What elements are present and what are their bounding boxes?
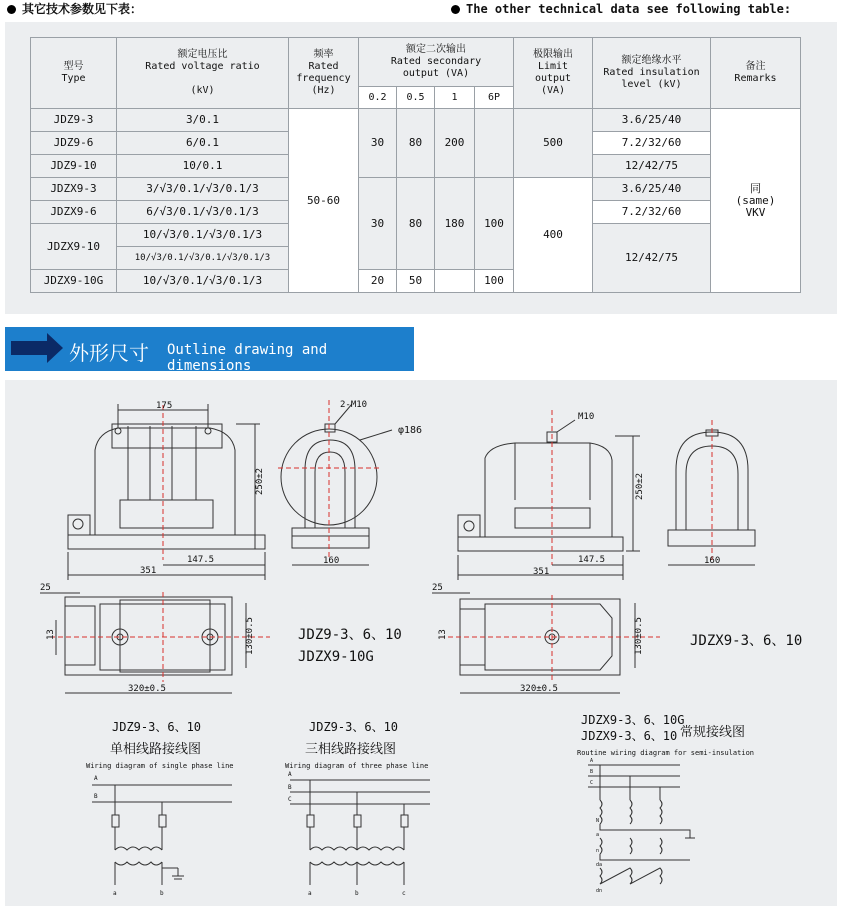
dim-147-right: 147.5 — [578, 555, 606, 565]
cell-type: JDZX9-10G — [31, 270, 117, 293]
th-type-cn: 型号 — [63, 61, 84, 72]
cell-limit: 400 — [514, 178, 593, 293]
cell-ratio: 10/0.1 — [117, 155, 289, 178]
header-cn-text: 其它技术参数见下表： — [22, 2, 143, 16]
w2-title-cn: 三相线路接线图 — [305, 742, 397, 757]
wiring-diagram-routine — [588, 765, 695, 884]
th-ins-cn: 额定绝缘水平 — [621, 55, 682, 66]
cell-ratio: 6/√3/0.1/√3/0.1/3 — [117, 201, 289, 224]
w3-model2: JDZX9-3、6、10 — [581, 729, 678, 743]
w1-label-A: A — [94, 775, 98, 782]
w1-title-cn: 单相线路接线图 — [110, 742, 202, 757]
cell-type: JDZ9-3 — [31, 109, 117, 132]
dim-13-left: 13 — [46, 629, 56, 640]
cell-type: JDZ9-10 — [31, 155, 117, 178]
wiring-diagram-single — [92, 785, 232, 885]
th-ins-en1: Rated insulation — [603, 67, 700, 78]
cell-out: 30 — [359, 109, 397, 178]
w2-label-A: A — [288, 771, 292, 778]
side-view-jdz9 — [278, 400, 392, 565]
th-out-en2: output (VA) — [402, 68, 470, 79]
cell-limit: 500 — [514, 109, 593, 178]
w1-label-B: B — [94, 793, 98, 800]
section-title-cn: 外形尺寸 — [69, 341, 149, 365]
th-ratio-en: Rated voltage ratio — [145, 61, 260, 72]
cell-type: JDZX9-6 — [31, 201, 117, 224]
w3-title-cn: 常规接线图 — [680, 725, 746, 740]
w3-label-A: A — [590, 758, 594, 764]
top-view-jdzx9 — [432, 593, 660, 693]
w2-label-a: a — [308, 890, 312, 897]
cell-type: JDZX9-3 — [31, 178, 117, 201]
dim-250-right: 250±2 — [635, 472, 645, 500]
cell-insulation: 7.2/32/60 — [593, 201, 711, 224]
cell-type: JDZX9-10 — [31, 224, 117, 270]
w2-label-B: B — [288, 784, 292, 791]
dim-25-left: 25 — [40, 583, 51, 593]
th-rem-cn: 备注 — [745, 61, 766, 72]
cell-out: 100 — [475, 178, 514, 270]
side-view-jdzx9 — [668, 420, 755, 565]
cell-insulation: 7.2/32/60 — [593, 132, 711, 155]
cell-frequency: 50-60 — [289, 109, 359, 293]
section-title-en: Outline drawing and dimensions — [167, 342, 328, 374]
th-class: 0.2 — [359, 87, 397, 109]
th-ins-en2: level (kV) — [621, 79, 682, 90]
cell-ratio: 3/√3/0.1/√3/0.1/3 — [117, 178, 289, 201]
th-limit-cn: 极限输出 — [533, 49, 573, 60]
cell-out: 200 — [435, 109, 475, 178]
dim-351-left: 351 — [140, 566, 157, 576]
dim-160-right: 160 — [704, 556, 721, 566]
dim-320-right: 320±0.5 — [520, 684, 558, 694]
w3-label-B: B — [590, 769, 594, 775]
w3-label-N: N — [596, 818, 600, 824]
model-label-a2: JDZX9-10G — [298, 649, 374, 665]
remark-code: VKV — [745, 205, 766, 219]
cell-out: 180 — [435, 178, 475, 270]
w3-title-en: Routine wiring diagram for semi-insulation — [577, 749, 755, 757]
th-freq-en1: Rated — [308, 61, 339, 72]
cell-out: 100 — [475, 270, 514, 293]
dim-320-left: 320±0.5 — [128, 684, 166, 694]
th-ratio-unit: (kV) — [190, 85, 215, 96]
th-limit-unit: (VA) — [540, 85, 566, 96]
dim-m10: M10 — [578, 412, 595, 422]
cell-ratio: 3/0.1 — [117, 109, 289, 132]
remark-en: (same) — [735, 193, 776, 207]
dim-25-right: 25 — [432, 583, 443, 593]
th-freq-en2: frequency — [296, 73, 351, 84]
dim-130-left: 130±0.5 — [245, 617, 255, 655]
wiring-diagram-three — [290, 780, 430, 885]
cell-out: 80 — [397, 109, 435, 178]
remark-cn: 同 — [750, 181, 761, 195]
th-ratio-cn: 额定电压比 — [177, 49, 228, 60]
cell-out: 80 — [397, 178, 435, 270]
cell-type: JDZ9-6 — [31, 132, 117, 155]
dim-160-left: 160 — [323, 556, 340, 566]
dim-175: 175 — [156, 401, 173, 411]
cell-ratio: 10/√3/0.1/√3/0.1/3 — [117, 270, 289, 293]
dim-147-left: 147.5 — [187, 555, 215, 565]
th-freq-cn: 频率 — [313, 49, 334, 60]
cell-ratio: 10/√3/0.1/√3/0.1/√3/0.1/3 — [117, 247, 289, 270]
th-out-cn: 额定二次输出 — [406, 44, 466, 55]
dim-130-right: 130±0.5 — [634, 617, 644, 655]
w3-label-dn: dn — [596, 888, 603, 894]
w2-label-b: b — [355, 890, 359, 897]
cell-ratio: 6/0.1 — [117, 132, 289, 155]
dim-13-right: 13 — [438, 629, 448, 640]
w2-title-en: Wiring diagram of three phase line — [285, 762, 429, 770]
th-limit-en2: output — [534, 73, 572, 84]
cell-ratio: 10/√3/0.1/√3/0.1/3 — [117, 224, 289, 247]
cell-insulation: 12/42/75 — [593, 224, 711, 293]
th-class: 1 — [435, 87, 475, 109]
w2-label-c: c — [402, 890, 406, 897]
th-rem-en: Remarks — [734, 73, 777, 84]
cell-out: 30 — [359, 178, 397, 270]
th-limit-en1: Limit — [537, 61, 569, 72]
cell-insulation: 12/42/75 — [593, 155, 711, 178]
w1-label-a: a — [113, 890, 117, 897]
dim-phi186: φ186 — [398, 425, 423, 436]
model-label-b: JDZX9-3、6、10 — [690, 633, 803, 649]
w2-label-C: C — [288, 796, 292, 803]
th-type-en: Type — [61, 73, 86, 84]
model-label-a1: JDZ9-3、6、10 — [298, 627, 402, 643]
w3-label-a: a — [596, 832, 600, 838]
top-view-jdz9 — [40, 592, 270, 693]
cell-insulation: 3.6/25/40 — [593, 178, 711, 201]
w3-label-da: da — [596, 862, 603, 868]
cell-out: 20 — [359, 270, 397, 293]
w3-label-n: n — [596, 848, 600, 854]
th-class: 6P — [475, 87, 514, 109]
th-freq-unit: (Hz) — [311, 85, 336, 96]
th-class: 0.5 — [397, 87, 435, 109]
cell-insulation: 3.6/25/40 — [593, 109, 711, 132]
front-view-jdz9 — [68, 404, 265, 580]
th-out-en1: Rated secondary — [390, 56, 482, 67]
dim-2m10: 2-M10 — [340, 400, 368, 410]
header-en-text: The other technical data see following table: — [466, 2, 792, 16]
w1-model: JDZ9-3、6、10 — [112, 720, 202, 734]
dim-250-left: 250±2 — [255, 467, 265, 495]
cell-out: 50 — [397, 270, 435, 293]
w3-label-C: C — [590, 780, 594, 786]
w1-title-en: Wiring diagram of single phase line — [86, 762, 234, 770]
dim-351-right: 351 — [533, 567, 550, 577]
w2-model: JDZ9-3、6、10 — [309, 720, 399, 734]
w3-model1: JDZX9-3、6、10G — [581, 713, 685, 727]
w1-label-b: b — [160, 890, 164, 897]
